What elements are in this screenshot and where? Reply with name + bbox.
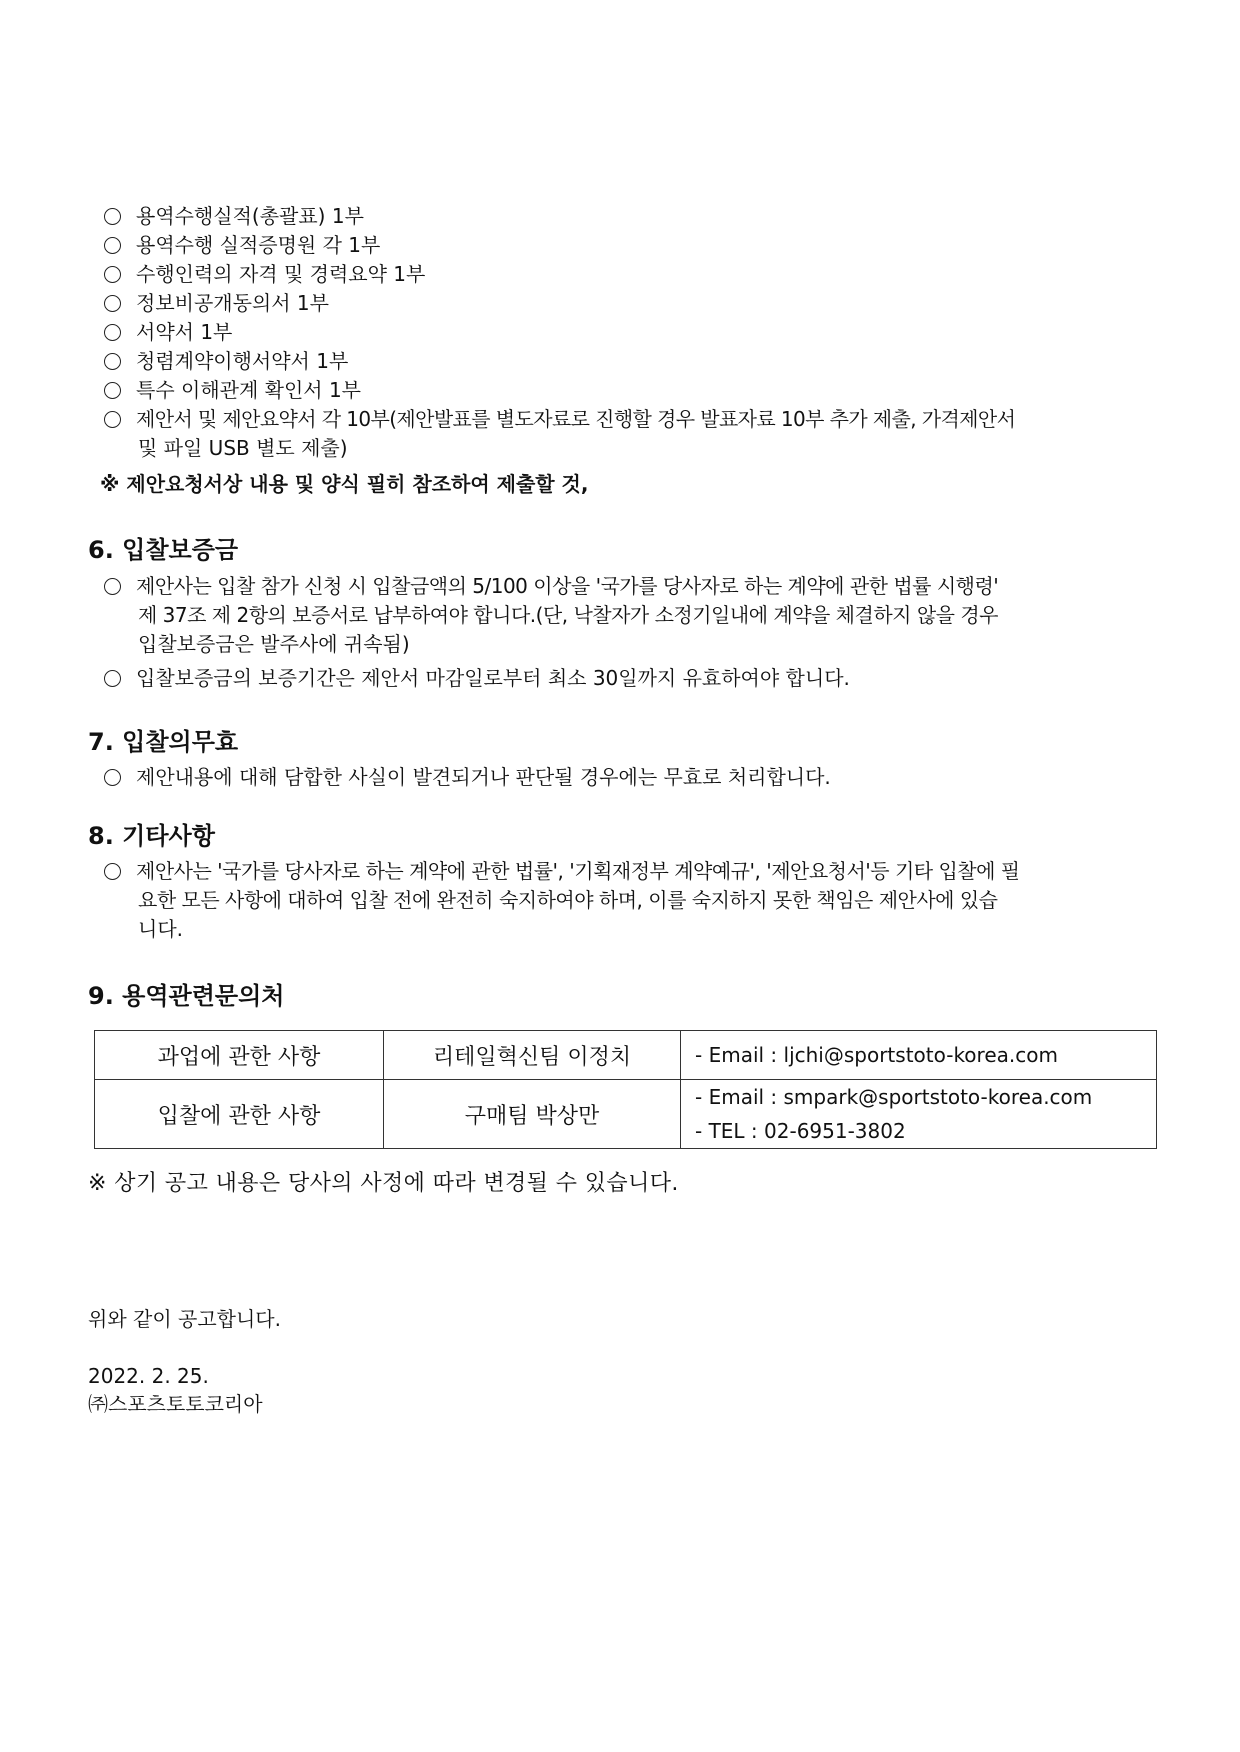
list-item xyxy=(104,202,1164,230)
table-cell-topic: 입찰에 관한 사항 xyxy=(95,1080,384,1149)
list-item xyxy=(104,857,1164,885)
section-heading: 9. 용역관련문의처 xyxy=(88,982,285,1010)
list-item-continuation xyxy=(104,915,1164,943)
circle-bullet-icon xyxy=(104,347,136,375)
list-item-text: 제 37조 제 2항의 보증서로 납부하여야 합니다.(단, 낙찰자가 소정기일내에 계약을 체결하지 않을 경우 xyxy=(138,603,998,627)
phone-text: - TEL : 02-6951-3802 xyxy=(695,1119,906,1143)
circle-bullet-icon xyxy=(104,763,136,791)
contact-table xyxy=(94,1030,1157,1149)
list-item-text: 제안서 및 제안요약서 각 10부(제안발표를 별도자료로 진행할 경우 발표자료 10부 추가 제출, 가격제안서 xyxy=(136,407,1016,431)
company-name: ㈜스포츠토토코리아 xyxy=(88,1392,263,1416)
list-item-text: 제안사는 '국가를 당사자로 하는 계약에 관한 법률', '기획재정부 계약예규', '제안요청서'등 기타 입찰에 필 xyxy=(136,859,1020,883)
circle-bullet-icon xyxy=(104,260,136,288)
list-item-text: 특수 이해관계 확인서 1부 xyxy=(136,378,361,402)
circle-bullet-icon xyxy=(104,405,136,433)
list-item xyxy=(104,405,1164,433)
table-row xyxy=(95,1031,1157,1080)
table-cell-contact: 리테일혁신팀 이정치 xyxy=(384,1031,681,1080)
list-item-text: 서약서 1부 xyxy=(136,320,233,344)
table-cell-details xyxy=(681,1031,1157,1080)
circle-bullet-icon xyxy=(104,202,136,230)
list-item-continuation xyxy=(104,886,1164,914)
circle-bullet-icon xyxy=(104,376,136,404)
list-item-text: 수행인력의 자격 및 경력요약 1부 xyxy=(136,262,426,286)
circle-bullet-icon xyxy=(104,857,136,885)
circle-bullet-icon xyxy=(104,664,136,692)
list-item xyxy=(104,572,1164,600)
table-cell-contact: 구매팀 박상만 xyxy=(384,1080,681,1149)
list-item xyxy=(104,289,1164,317)
list-item-text: 및 파일 USB 별도 제출) xyxy=(138,436,348,460)
list-item xyxy=(104,763,1164,791)
list-item-continuation xyxy=(104,630,1164,658)
list-item xyxy=(104,376,1164,404)
list-item-text: 정보비공개동의서 1부 xyxy=(136,291,329,315)
table-cell-details xyxy=(681,1080,1157,1149)
list-item-text: 청렴계약이행서약서 1부 xyxy=(136,349,349,373)
circle-bullet-icon xyxy=(104,289,136,317)
list-item xyxy=(104,318,1164,346)
email-text: - Email : smpark@sportstoto-korea.com xyxy=(695,1085,1093,1109)
circle-bullet-icon xyxy=(104,572,136,600)
list-item-text: 용역수행 실적증명원 각 1부 xyxy=(136,233,381,257)
announcement-date: 2022. 2. 25. xyxy=(88,1364,209,1388)
table-cell-topic: 과업에 관한 사항 xyxy=(95,1031,384,1080)
email-text: - Email : ljchi@sportstoto-korea.com xyxy=(695,1043,1058,1067)
list-item-text: 입찰보증금은 발주사에 귀속됨) xyxy=(138,632,410,656)
list-item-continuation xyxy=(104,601,1164,629)
section-heading: 6. 입찰보증금 xyxy=(88,536,239,564)
list-item xyxy=(104,347,1164,375)
list-item-text: 요한 모든 사항에 대하여 입찰 전에 완전히 숙지하여야 하며, 이를 숙지하지 못한 책임은 제안사에 있습 xyxy=(138,888,998,912)
list-item-text: 제안사는 입찰 참가 신청 시 입찰금액의 5/100 이상을 '국가를 당사자로 하는 계약에 관한 법률 시행령' xyxy=(136,574,999,598)
list-item xyxy=(104,260,1164,288)
closing-text: 위와 같이 공고합니다. xyxy=(88,1307,281,1331)
list-item-text: 제안내용에 대해 담합한 사실이 발견되거나 판단될 경우에는 무효로 처리합니다. xyxy=(136,765,831,789)
list-item xyxy=(104,664,1164,692)
list-item-continuation xyxy=(104,434,1164,462)
list-item xyxy=(104,231,1164,259)
list-item-text: 입찰보증금의 보증기간은 제안서 마감일로부터 최소 30일까지 유효하여야 합니다. xyxy=(136,666,850,690)
submission-note: ※ 제안요청서상 내용 및 양식 필히 참조하여 제출할 것, xyxy=(100,472,589,496)
section-heading: 7. 입찰의무효 xyxy=(88,728,239,756)
table-row xyxy=(95,1080,1157,1149)
list-item-text: 용역수행실적(총괄표) 1부 xyxy=(136,204,364,228)
circle-bullet-icon xyxy=(104,231,136,259)
circle-bullet-icon xyxy=(104,318,136,346)
section-heading: 8. 기타사항 xyxy=(88,822,215,850)
list-item-text: 니다. xyxy=(138,917,183,941)
footer-note: ※ 상기 공고 내용은 당사의 사정에 따라 변경될 수 있습니다. xyxy=(88,1171,679,1196)
